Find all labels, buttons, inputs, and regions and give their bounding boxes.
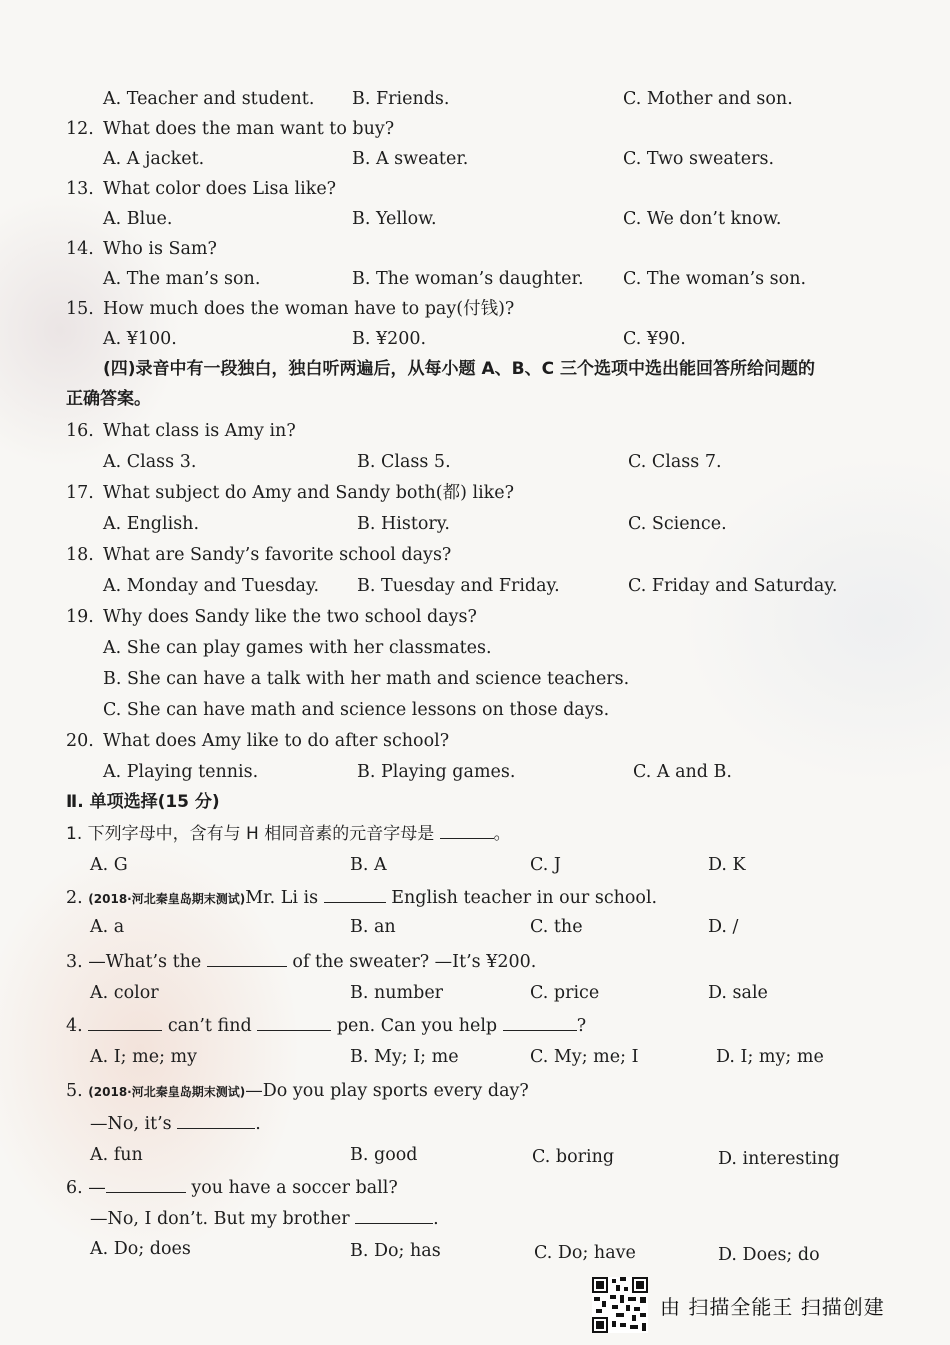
- q14-question: Who is Sam?: [103, 239, 217, 259]
- mc-q4-stem-b: pen. Can you help: [336, 1016, 498, 1036]
- qr-code-icon: [592, 1277, 648, 1333]
- mc-q5-blank[interactable]: [177, 1112, 255, 1129]
- mc-q1-option-c: C. J: [530, 855, 561, 875]
- q20-option-a: A. Playing tennis.: [103, 762, 259, 782]
- q20-question: What does Amy like to do after school?: [103, 731, 450, 751]
- mc-q6-stem: [66, 1176, 398, 1199]
- q19-number: 19.: [66, 607, 94, 627]
- mc-q3-stem-b: of the sweater? —It’s ¥200.: [292, 952, 537, 972]
- q12-question: What does the man want to buy?: [103, 119, 395, 139]
- q15-option-b: B. ¥200.: [352, 329, 427, 349]
- section2-header: Ⅱ. 单项选择(15 分): [66, 792, 220, 812]
- mc-q6-stem-b: you have a soccer ball?: [191, 1178, 398, 1198]
- mc-q4-option-c: C. My; me; I: [530, 1047, 639, 1067]
- q15-option-a: A. ¥100.: [103, 329, 177, 349]
- mc-q5-line2: [90, 1112, 261, 1135]
- mc-q2-source: (2018·河北秦皇岛期末测试): [88, 892, 246, 906]
- section4-instruction-cont: 正确答案。: [66, 389, 151, 409]
- mc-q5-stem: [66, 1080, 529, 1103]
- mc-q1-option-d: D. K: [708, 855, 746, 875]
- mc-q1-option-b: B. A: [350, 855, 387, 875]
- q20-option-b: B. Playing games.: [357, 762, 516, 782]
- mc-q2-option-a: A. a: [90, 917, 125, 937]
- q16-option-c: C. Class 7.: [628, 452, 722, 472]
- mc-q3-blank[interactable]: [207, 950, 287, 967]
- q11-option-b: B. Friends.: [352, 89, 450, 109]
- q18-number: 18.: [66, 545, 94, 565]
- q14-option-b: B. The woman’s daughter.: [352, 269, 584, 289]
- mc-q1-stem-end: 。: [493, 824, 511, 844]
- mc-q3-option-d: D. sale: [708, 983, 768, 1003]
- mc-q4-stem: [66, 1014, 586, 1037]
- q17-number: 17.: [66, 483, 94, 503]
- mc-q4-option-a: A. I; me; my: [90, 1047, 198, 1067]
- q16-question: What class is Amy in?: [103, 421, 296, 441]
- mc-q2-number: 2.: [66, 888, 83, 908]
- q17-option-c: C. Science.: [628, 514, 727, 534]
- q14-number: 14.: [66, 239, 94, 259]
- mc-q6-option-b: B. Do; has: [350, 1241, 441, 1261]
- section4-instruction: (四)录音中有一段独白，独白听两遍后，从每小题 A、B、C 三个选项中选出能回答所给问题的: [103, 359, 815, 379]
- q12-option-a: A. A jacket.: [103, 149, 205, 169]
- mc-q3-option-c: C. price: [530, 983, 600, 1003]
- mc-q2-blank[interactable]: [324, 886, 386, 903]
- mc-q5-option-a: A. fun: [90, 1145, 143, 1165]
- mc-q3-option-a: A. color: [90, 983, 159, 1003]
- mc-q6-line2-a: —No, I don’t. But my brother: [90, 1209, 350, 1229]
- mc-q6-blank-2[interactable]: [355, 1207, 433, 1224]
- q15-option-c: C. ¥90.: [623, 329, 686, 349]
- q12-number: 12.: [66, 119, 94, 139]
- q17-option-a: A. English.: [103, 514, 200, 534]
- mc-q5-line2-a: —No, it’s: [90, 1114, 172, 1134]
- q16-number: 16.: [66, 421, 94, 441]
- q14-option-c: C. The woman’s son.: [623, 269, 807, 289]
- q19-option-c: C. She can have math and science lessons on those days.: [103, 700, 610, 720]
- q20-number: 20.: [66, 731, 94, 751]
- watermark-text: 由 扫描全能王 扫描创建: [660, 1294, 885, 1319]
- q19-option-a: A. She can play games with her classmates.: [103, 638, 492, 658]
- q16-option-b: B. Class 5.: [357, 452, 451, 472]
- q11-option-c: C. Mother and son.: [623, 89, 793, 109]
- q13-question: What color does Lisa like?: [103, 179, 337, 199]
- scanner-watermark: [592, 1275, 885, 1335]
- q18-option-a: A. Monday and Tuesday.: [103, 576, 320, 596]
- mc-q5-stem-text: —Do you play sports every day?: [245, 1081, 529, 1101]
- q13-number: 13.: [66, 179, 94, 199]
- q13-option-c: C. We don’t know.: [623, 209, 782, 229]
- mc-q6-blank-1[interactable]: [106, 1176, 186, 1193]
- q19-question: Why does Sandy like the two school days?: [103, 607, 477, 627]
- mc-q4-blank-1[interactable]: [88, 1014, 162, 1031]
- q11-option-a: A. Teacher and student.: [103, 89, 315, 109]
- mc-q1-blank[interactable]: [440, 822, 494, 839]
- q15-number: 15.: [66, 299, 94, 319]
- q20-option-c: C. A and B.: [633, 762, 732, 782]
- mc-q4-stem-a: can’t find: [167, 1016, 252, 1036]
- mc-q5-option-d: D. interesting: [718, 1149, 840, 1169]
- mc-q6-option-a: A. Do; does: [90, 1239, 191, 1259]
- mc-q4-stem-c: ?: [576, 1016, 587, 1036]
- q19-option-b: B. She can have a talk with her math and science teachers.: [103, 669, 630, 689]
- q17-option-b: B. History.: [357, 514, 450, 534]
- q13-option-b: B. Yellow.: [352, 209, 437, 229]
- mc-q5-option-c: C. boring: [532, 1147, 615, 1167]
- mc-q4-option-b: B. My; I; me: [350, 1047, 459, 1067]
- mc-q2-stem: [66, 886, 657, 910]
- q12-option-b: B. A sweater.: [352, 149, 469, 169]
- mc-q4-option-d: D. I; my; me: [716, 1047, 824, 1067]
- mc-q5-number: 5.: [66, 1081, 83, 1101]
- mc-q2-option-b: B. an: [350, 917, 396, 937]
- mc-q2-stem-b: English teacher in our school.: [391, 888, 658, 908]
- mc-q1-option-a: A. G: [90, 855, 128, 875]
- mc-q6-option-c: C. Do; have: [534, 1243, 636, 1263]
- q16-option-a: A. Class 3.: [103, 452, 197, 472]
- mc-q6-option-d: D. Does; do: [718, 1245, 820, 1265]
- mc-q5-line2-b: .: [255, 1114, 261, 1134]
- mc-q3-option-b: B. number: [350, 983, 444, 1003]
- mc-q2-option-d: D. /: [708, 917, 739, 937]
- q15-question: How much does the woman have to pay(付钱)?: [103, 299, 515, 319]
- q13-option-a: A. Blue.: [103, 209, 173, 229]
- mc-q5-source: (2018·河北秦皇岛期末测试): [88, 1085, 246, 1099]
- mc-q5-option-b: B. good: [350, 1145, 418, 1165]
- mc-q4-number: 4.: [66, 1016, 83, 1036]
- mc-q6-stem-a: 6. —: [66, 1178, 106, 1198]
- q17-question: What subject do Amy and Sandy both(都) like?: [103, 483, 515, 503]
- mc-q4-blank-2[interactable]: [257, 1014, 331, 1031]
- mc-q6-line2-b: .: [433, 1209, 439, 1229]
- mc-q2-stem-a: Mr. Li is: [245, 888, 319, 908]
- q14-option-a: A. The man’s son.: [103, 269, 261, 289]
- q18-option-c: C. Friday and Saturday.: [628, 576, 838, 596]
- mc-q3-stem-a: 3. —What’s the: [66, 952, 202, 972]
- mc-q2-option-c: C. the: [530, 917, 583, 937]
- q18-option-b: B. Tuesday and Friday.: [357, 576, 560, 596]
- mc-q1-stem: [66, 822, 511, 845]
- q12-option-c: C. Two sweaters.: [623, 149, 775, 169]
- mc-q6-line2: [90, 1207, 439, 1230]
- mc-q4-blank-3[interactable]: [503, 1014, 577, 1031]
- mc-q3-stem: [66, 950, 536, 973]
- q18-question: What are Sandy’s favorite school days?: [103, 545, 452, 565]
- mc-q1-stem-text: 1. 下列字母中，含有与 H 相同音素的元音字母是: [66, 824, 435, 844]
